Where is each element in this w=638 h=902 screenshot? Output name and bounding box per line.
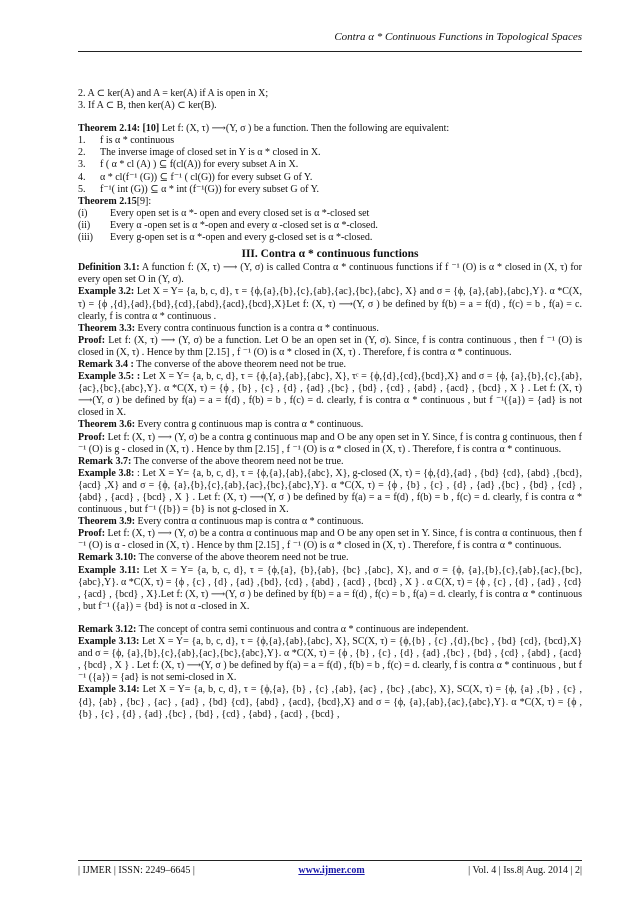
list-item: 3. f ( α * cl (A) ) ⊆ f(cl(A)) for every subset A in X. [78, 159, 299, 171]
theorem-heading: Theorem 2.14: [10] [78, 123, 160, 135]
intro-line: 3. If A ⊂ B, then ker(A) ⊂ ker(B). [78, 100, 217, 112]
list-item: 1. f is α * continuous [78, 135, 175, 147]
footer-rule [78, 860, 582, 861]
list-item: (ii) Every α -open set is α *-open and every α -closed set is α *-closed. [78, 219, 378, 231]
paragraph: Theorem 3.6: Every contra g continuous map is contra α * continuous. [78, 419, 364, 431]
paragraph: Remark 3.10: The converse of the above theorem need not be true. [78, 552, 349, 564]
footer-journal-info: | IJMER | ISSN: 2249–6645 | [78, 865, 195, 876]
paragraph: Theorem 3.3: Every contra continuous function is a contra α * continuous. [78, 322, 379, 334]
paragraph: Example 3.8: : Let X = Y= {a, b, c, d}, τ = {ϕ,{a},{ab},{abc}, X}, g-closed (X, τ) = {ϕ,{d},{ad} , {bd} {cd}, {abd} ,{bcd}, {acd} ,X} and σ = {ϕ, {a},{b},{c},{ab},{ac},{bc},{abc},Y}. α *C(X, τ) = {ϕ , {b} , {c} , {d} , {ad} ,{bc} , {bd} , {cd} , {abd} , {acd} , {bcd} , X } . Let f: (X, τ) ⟶(Y, σ ) be defined by f(a) = a = f(d) , f(b) = b , f(c) = d. clearly, f is contra α * continuous , but f⁻¹ ({b}) = {b} is not g-closed in X. [78, 467, 583, 516]
header-rule [78, 51, 582, 52]
section-title: III. Contra α * continuous functions [241, 248, 419, 261]
citation: [9]: [136, 195, 152, 207]
paragraph: Remark 3.12: The concept of contra semi continuous and contra α * continuous are independent. [78, 623, 469, 635]
theorem-2-14 [78, 123, 582, 135]
list-item: (iii) Every g-open set is α *-open and every g-closed set is α *-closed. [78, 232, 373, 244]
theorem-heading: Theorem 2.15 [78, 195, 137, 207]
list-item: (i) Every open set is α *- open and every closed set is α *-closed set [78, 207, 370, 219]
list-item: 5. f⁻¹( int (G)) ⊆ α * int (f⁻¹(G)) for every subset G of Y. [78, 183, 320, 195]
running-title: Contra α * Continuous Functions in Topological Spaces [334, 31, 582, 43]
list-item: 4. α * cl(f⁻¹ (G)) ⊆ f⁻¹ ( cl(G)) for every subset G of Y. [78, 171, 313, 183]
paragraph: Proof: Let f: (X, τ) ⟶ (Y, σ) be a function. Let O be an open set in (Y, σ). Since, f is contra continuous , then f ⁻¹ (O) is closed in (X, τ) . Hence by thm [2.15] , f ⁻¹ (O) is α * closed in (X, τ) . Therefore, f is contra α * continuous. [78, 334, 582, 358]
page-footer [78, 865, 582, 876]
paragraph: Example 3.14: Let X = Y= {a, b, c, d}, τ = {ϕ,{a}, {b} , {c} ,{ab}, {ac} , {bc} ,{abc}, X}, SC(X, τ) = {ϕ, {a} ,{b} , {c} ,{d}, {ab} , {bc} , {ac} , {ad} , {bd} {cd}, {abd} , {acd}, {bcd},X} and σ = {ϕ, {a},{ab},{ac},{abc},Y}. α *C(X, τ) = {ϕ , {b} , {c} , {d} , {ad} ,{bc} , {bd} , {cd} , {abd} , {acd} , {bcd} , [78, 684, 582, 720]
paragraph: Remark 3.4 : The converse of the above theorem need not be true. [78, 358, 347, 370]
theorem-2-15-list [78, 208, 582, 244]
paragraph: Example 3.13: Let X = Y= {a, b, c, d}, τ = {ϕ,{a},{ab},{abc}, X}, SC(X, τ) = {ϕ,{b} , {c} ,{d},{bc} , {bd} {cd}, {bcd},X} and σ = {ϕ, {a},{b},{c},{ab},{ac},{bc},{abc},Y}. α *C(X, τ) = {ϕ , {b} , {c} , {d} , {ad} ,{bc} , {bd} , {cd} , {abd} , {acd} , {bcd} , X } . Let f: (X, τ) ⟶(Y, σ ) be defined by f(a) = a = f(d) , f(b) = b , f(c) = d. clearly, f is contra α * continuous , but f ⁻¹ ({a}) = {ad} is not semi-closed in X. [78, 636, 583, 684]
paragraph: Example 3.11: Let X = Y= {a, b, c, d}, τ = {ϕ,{a}, {b},{ab}, {bc} ,{abc}, X}, and σ = {ϕ, {a},{b},{c},{ab},{ac},{bc},{abc},Y}. α *C(X, τ) = {ϕ , {c} , {d} , {ad} ,{bd}, {cd} , {abd} , {acd} , {bcd} , X } . α C(X, τ) = {ϕ , {c} , {d} , {ad} , {cd} , {acd} , {bcd} , X}.Let f: (X, τ) ⟶(Y, σ ) be defined by f(b) = a = f(d) , f(c) = b , f(a) = d. clearly, f is contra α * continuous , but f⁻¹ ({a}) = {bd} is not α -closed in X. [78, 564, 582, 612]
paragraph: Theorem 3.9: Every contra α continuous map is contra α * continuous. [78, 516, 364, 528]
paragraph: Example 3.2: Let X = Y= {a, b, c, d}, τ = {ϕ,{a},{b},{c},{ab},{ac},{bc},{abc}, X} and σ = {ϕ, {a},{ab},{abc},Y}. α *C(X, τ) = {ϕ ,{d},{ad},{bd},{cd},{abd},{acd},{bcd},X}Let f: (X, τ) ⟶(Y, σ ) be defined by f(b) = a = f(d) , f(c) = b , f(a) = c. clearly, f is contra α * continuous . [78, 286, 583, 322]
intro-line: 2. A ⊂ ker(A) and A = ker(A) if A is open in X; [78, 88, 269, 99]
page-body [78, 88, 582, 721]
paragraph: Definition 3.1: A function f: (X, τ) ⟶ (Y, σ) is called Contra α * continuous functions if f ⁻¹ (O) is α * closed in (X, τ) for every open set O in (Y, σ). [78, 262, 583, 286]
paragraph: Remark 3.7: The converse of the above theorem need not be true. [78, 455, 344, 467]
theorem-text: Let f: (X, τ) ⟶(Y, σ ) be a function. Then the following are equivalent: [159, 123, 450, 135]
theorem-2-14-list [78, 135, 582, 195]
theorem-2-15 [78, 196, 582, 208]
paragraph: Example 3.5: : Let X = Y= {a, b, c, d}, τ = {ϕ,{a},{ab},{abc}, X}, τᶜ = {ϕ,{d},{cd},{bcd},X} and σ = {ϕ, {a},{b},{c},{ab},{ac},{bc},{abc},Y}. α *C(X, τ) = {ϕ , {b} , {c} , {d} , {ad} ,{bc} , {bd} , {cd} , {abd} , {acd} , {bcd} , X } . Let f: (X, τ) ⟶(Y, σ ) be defined by f(a) = a = f(d) , f(b) = b , f(c) = d. clearly, f is contra α * continuous , but f ⁻¹({a}) = {ad} is not closed in X. [78, 371, 582, 419]
paragraph: Proof: Let f: (X, τ) ⟶ (Y, σ) be a contra α continuous map and O be any open set in Y. Since, f is contra α continuous, then f ⁻¹ (O) is α - closed in (X, τ) . Hence by thm [2.15] , f ⁻¹ (O) is α * closed in (X, τ) . Therefore, f is contra α * continuous. [78, 528, 582, 552]
journal-website-link[interactable]: www.ijmer.com [298, 865, 365, 876]
paragraph: Proof: Let f: (X, τ) ⟶ (Y, σ) be a contra g continuous map and O be any open set in Y. Since, f is contra g continuous, then f ⁻¹ (O) is g - closed in (X, τ) . Hence by thm [2.15] , f ⁻¹ (O) is α * closed in (X, τ) . Therefore, f is contra α * continuous. [78, 431, 582, 455]
footer-issue-info: | Vol. 4 | Iss.8| Aug. 2014 | 2| [468, 865, 582, 876]
list-item: 2. The inverse image of closed set in Y is α * closed in X. [78, 147, 321, 159]
